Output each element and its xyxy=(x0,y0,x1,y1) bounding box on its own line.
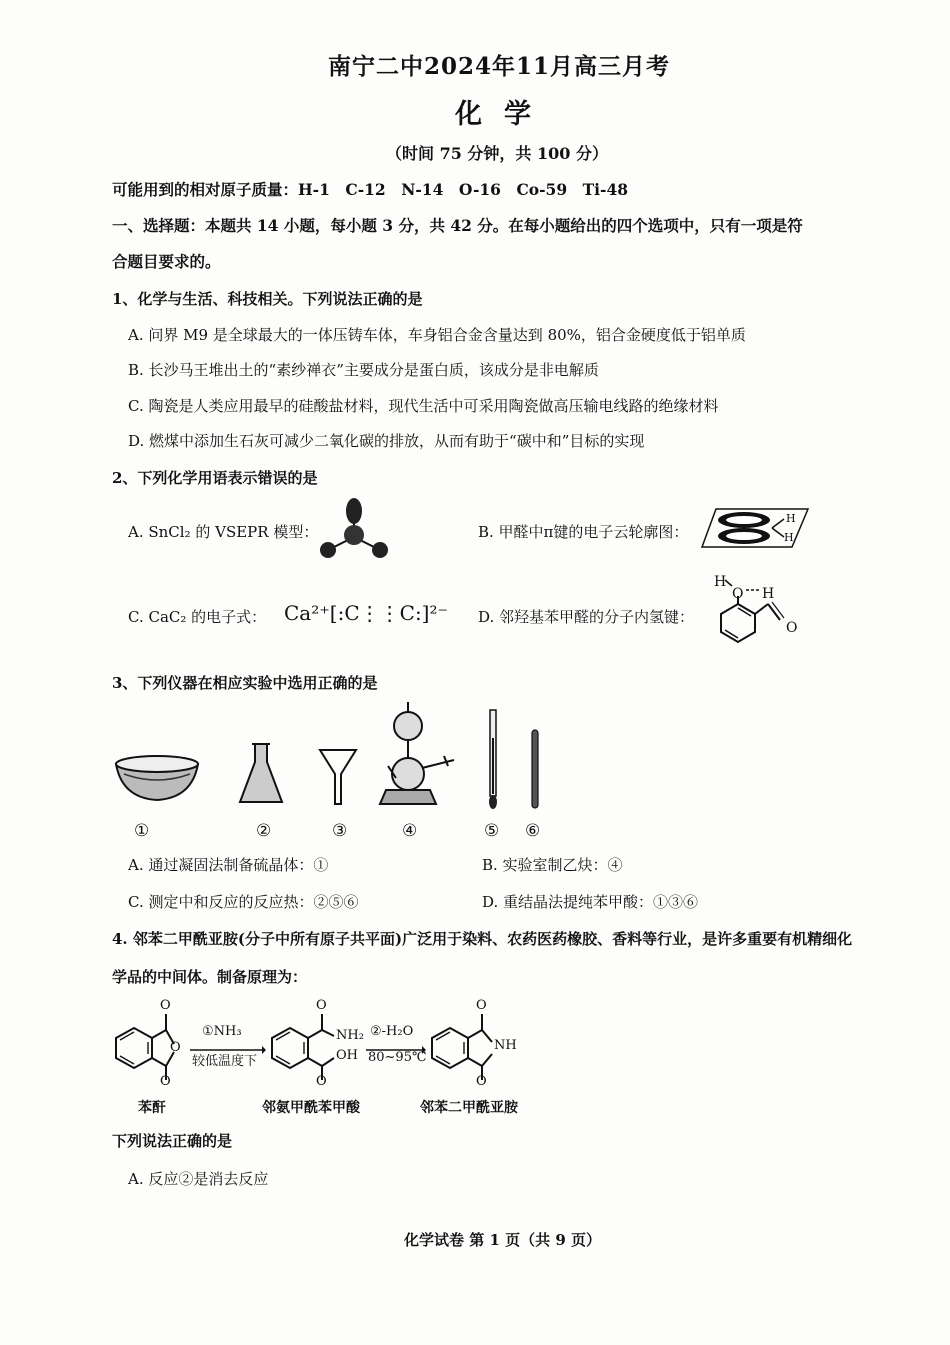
q3-option-d: D. 重结晶法提纯苯甲酸：①③⑥ xyxy=(482,893,699,911)
q2-option-d: D. 邻羟基苯甲醛的分子内氢键： xyxy=(478,608,695,626)
q4-option-a: A. 反应②是消去反应 xyxy=(128,1170,269,1188)
o-atom-label: O xyxy=(732,586,744,602)
o-atom-label: O xyxy=(160,998,171,1013)
apparatus-number: ② xyxy=(256,821,272,841)
h-atom-label: H xyxy=(762,586,775,602)
kipp-apparatus-image xyxy=(378,700,464,808)
step1-reagent: ①NH₃ xyxy=(202,1024,242,1039)
apparatus-number: ⑤ xyxy=(484,821,500,841)
question-1-stem: 1、化学与生活、科技相关。下列说法正确的是 xyxy=(112,290,423,308)
q2-option-b: B. 甲醛中π键的电子云轮廓图： xyxy=(478,523,689,541)
apparatus-number: ③ xyxy=(332,821,348,841)
section-heading-line1: 一、选择题：本题共 14 小题，每小题 3 分，共 42 分。在每小题给出的四个选项中，只有一项是符 xyxy=(112,216,803,235)
nh2-group-label: NH₂ xyxy=(336,1028,364,1043)
apparatus-number: ④ xyxy=(402,821,418,841)
glass-rod-image xyxy=(529,728,541,810)
section-heading-line2: 合题目要求的。 xyxy=(112,252,221,271)
conical-flask-image xyxy=(238,740,284,806)
step2-reagent: ②-H₂O xyxy=(370,1024,414,1039)
o-atom-label: O xyxy=(476,1074,487,1089)
q2-option-c: C. CaC₂ 的电子式： xyxy=(128,608,267,626)
oh-group-label: OH xyxy=(336,1048,358,1063)
nh-group-label: NH xyxy=(494,1038,517,1053)
q1-option-b: B. 长沙马王堆出土的“素纱禅衣”主要成分是蛋白质，该成分是非电解质 xyxy=(128,361,599,379)
question-4-stem-line2: 学品的中间体。制备原理为： xyxy=(112,968,308,986)
o-atom-label: O xyxy=(160,1074,171,1089)
step1-condition: 较低温度下 xyxy=(192,1054,258,1069)
o-atom-label: O xyxy=(786,620,798,636)
question-2-stem: 2、下列化学用语表示错误的是 xyxy=(112,469,318,487)
question-4-stem-line1: 4. 邻苯二甲酰亚胺(分子中所有原子共平面)广泛用于染料、农药医药橡胶、香料等行业，是许多重要有机精细化 xyxy=(112,930,853,948)
apparatus-number: ⑥ xyxy=(525,821,541,841)
funnel-image xyxy=(318,748,358,808)
step2-condition: 80~95℃ xyxy=(368,1050,427,1065)
exam-title: 南宁二中2024年11月高三月考 xyxy=(328,53,671,80)
q1-option-a: A. 问界 M9 是全球最大的一体压铸车体，车身铝合金含量达到 80%，铝合金硬度低于铝单质 xyxy=(128,326,746,344)
apparatus-number: ① xyxy=(134,821,150,841)
time-note: （时间 75 分钟，共 100 分） xyxy=(386,144,608,163)
q1-option-d: D. 燃煤中添加生石灰可减少二氧化碳的排放，从而有助于“碳中和”目标的实现 xyxy=(128,432,645,450)
compound-label: 邻氨甲酰苯甲酸 xyxy=(262,1100,360,1116)
question-3-stem: 3、下列仪器在相应实验中选用正确的是 xyxy=(112,674,378,692)
q3-option-b: B. 实验室制乙炔：④ xyxy=(482,856,623,874)
q3-option-c: C. 测定中和反应的反应热：②⑤⑥ xyxy=(128,893,359,911)
page-footer: 化学试卷 第 1 页（共 9 页） xyxy=(404,1231,601,1249)
subject-title: 化学 xyxy=(455,99,553,130)
o-atom-label: O xyxy=(476,998,487,1013)
cac2-electron-formula: Ca²⁺[:C⋮⋮C:]²⁻ xyxy=(284,601,449,625)
h-atom-label: H xyxy=(786,512,796,525)
o-atom-label: O xyxy=(316,1074,327,1089)
h-atom-label: H xyxy=(784,531,794,544)
o-atom-label: O xyxy=(316,998,327,1013)
q3-option-a: A. 通过凝固法制备硫晶体：① xyxy=(128,856,329,874)
h-atom-label: H xyxy=(714,574,727,590)
o-atom-label: O xyxy=(170,1040,181,1055)
q1-option-c: C. 陶瓷是人类应用最早的硅酸盐材料，现代生活中可采用陶瓷做高压输电线路的绝缘材料 xyxy=(128,397,719,415)
phthalamic-acid-structure-image xyxy=(268,1000,348,1088)
atomic-masses: 可能用到的相对原子质量：H-1 C-12 N-14 O-16 Co-59 Ti-48 xyxy=(112,180,629,199)
q2-option-a: A. SnCl₂ 的 VSEPR 模型： xyxy=(128,523,319,541)
compound-label: 邻苯二甲酰亚胺 xyxy=(420,1100,518,1116)
sncl2-vsepr-model-image xyxy=(316,495,396,565)
question-4-prompt: 下列说法正确的是 xyxy=(112,1132,233,1150)
compound-label: 苯酐 xyxy=(138,1100,166,1116)
thermometer-image xyxy=(486,708,500,810)
evaporating-dish-image xyxy=(112,752,202,804)
